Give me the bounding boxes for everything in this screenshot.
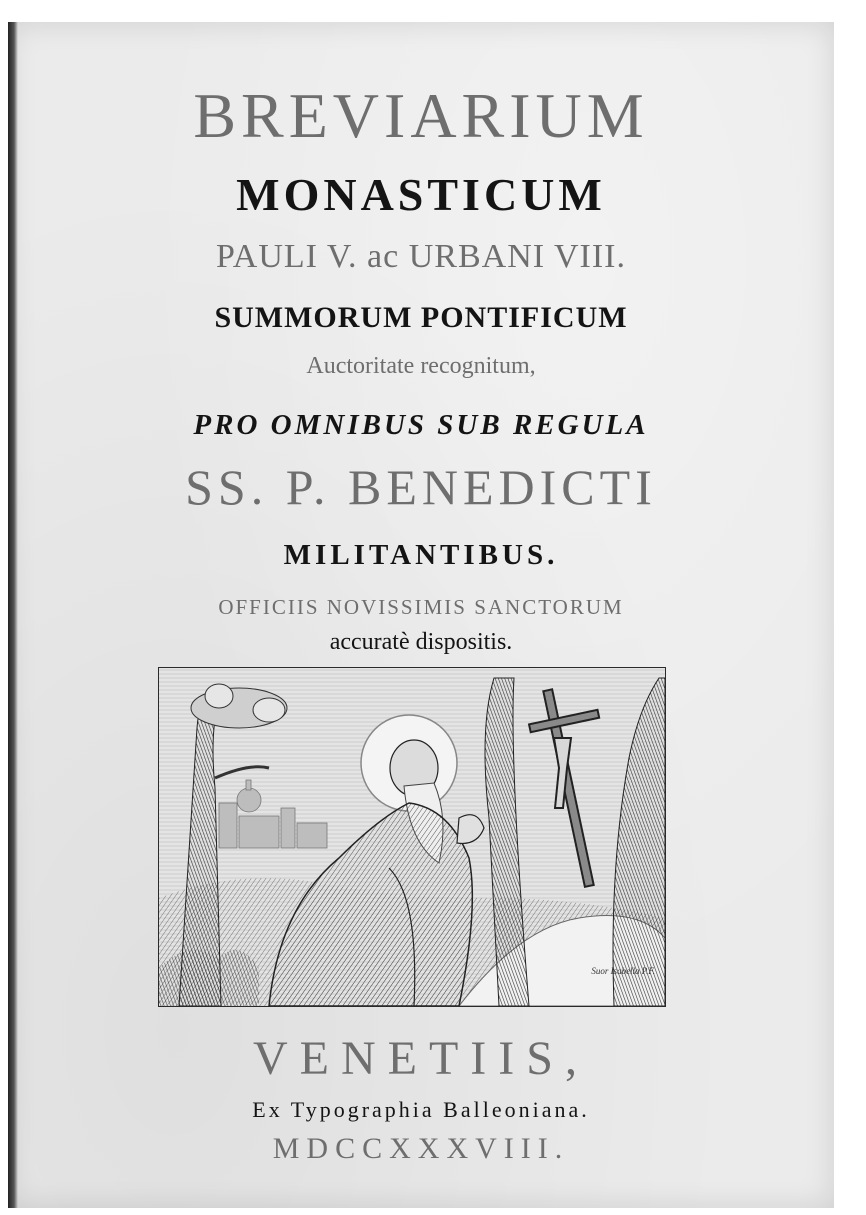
engraver-signature: Suor Isabella P.F.	[591, 966, 655, 976]
subtitle-benedicti: SS. P. BENEDICTI	[185, 459, 657, 515]
subtitle-dispositis: accuratè dispositis.	[329, 629, 513, 655]
saint-benedict-engraving	[158, 667, 666, 1007]
title-page	[8, 22, 834, 1208]
title-breviarium: BREVIARIUM	[193, 80, 649, 151]
imprint-printer: Ex Typographia Balleoniana.	[252, 1097, 590, 1122]
subtitle-officiis: OFFICIIS NOVISSIMIS SANCTORUM	[218, 595, 624, 619]
title-monasticum: MONASTICUM	[236, 169, 606, 220]
imprint-place: VENETIIS,	[253, 1032, 589, 1085]
subtitle-popes: PAULI V. ac URBANI VIII.	[216, 238, 626, 275]
subtitle-militantibus: MILITANTIBUS.	[283, 539, 559, 571]
subtitle-pro-omnibus: PRO OMNIBUS SUB REGULA	[193, 409, 649, 441]
subtitle-pontificum: SUMMORUM PONTIFICUM	[214, 301, 628, 334]
subtitle-auctoritate: Auctoritate recognitum,	[306, 353, 536, 379]
imprint-year: MDCCXXXVIII.	[272, 1132, 570, 1165]
engraving-illustration	[159, 668, 665, 1006]
